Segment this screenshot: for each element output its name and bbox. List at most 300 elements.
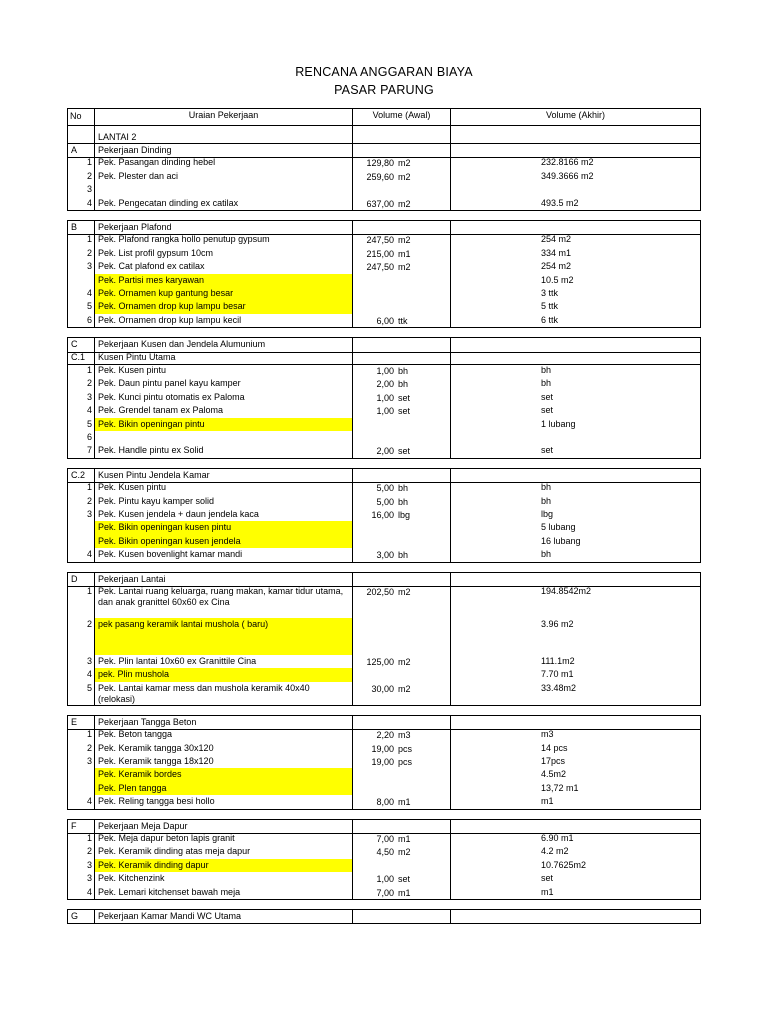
section-title: Pekerjaan Tangga Beton <box>98 716 197 727</box>
volume-akhir-cell <box>450 274 701 287</box>
uraian-cell <box>94 755 352 768</box>
volume-akhir-value: 10.7625m2 <box>541 859 587 870</box>
table-row <box>67 404 701 417</box>
work-item-name: Pek. Cat plafond ex catilax <box>98 261 205 272</box>
volume-akhir-cell <box>450 872 701 885</box>
no-cell <box>67 156 94 169</box>
no-cell <box>67 418 94 431</box>
work-item-name: Pek. Keramik dinding dapur <box>98 859 209 870</box>
section-title: Pekerjaan Kusen dan Jendela Alumunium <box>98 339 266 350</box>
volume-awal-value: 19,00 <box>371 757 394 767</box>
volume-akhir-value: 349.3666 m2 <box>541 170 594 181</box>
volume-akhir-cell <box>450 183 701 196</box>
row-number: 2 <box>86 247 92 258</box>
no-cell <box>67 287 94 300</box>
no-cell <box>67 197 94 210</box>
row-number: 4 <box>86 549 92 560</box>
no-cell <box>67 131 94 143</box>
table-row <box>67 655 701 668</box>
volume-akhir-cell <box>450 655 701 668</box>
table-row <box>67 300 701 313</box>
table-row <box>67 535 701 548</box>
volume-awal-cell <box>352 716 450 729</box>
volume-awal-cell <box>352 535 450 548</box>
table-row <box>67 233 701 246</box>
volume-awal-cell <box>352 820 450 833</box>
floor-label: LANTAI 2 <box>98 132 137 142</box>
row-number: 1 <box>86 482 92 493</box>
section-code: G <box>71 911 79 921</box>
no-cell <box>67 728 94 741</box>
volume-akhir-cell <box>450 351 701 364</box>
uraian-cell <box>94 655 352 668</box>
uraian-cell <box>94 886 352 899</box>
volume-akhir-value: 194.8542m2 <box>541 586 592 596</box>
table-row <box>67 364 701 377</box>
table-row <box>67 728 701 741</box>
uraian-cell <box>94 768 352 781</box>
section-code: B <box>71 222 78 232</box>
no-cell <box>67 655 94 668</box>
table-row <box>67 314 701 328</box>
no-cell <box>67 585 94 618</box>
volume-akhir-cell <box>450 845 701 858</box>
volume-akhir-cell <box>450 481 701 494</box>
volume-akhir-value: 3 ttk <box>541 288 559 298</box>
work-item-name: pek pasang keramik lantai mushola ( baru) <box>98 619 269 629</box>
row-number: 3 <box>86 509 92 519</box>
volume-akhir-cell <box>450 521 701 534</box>
row-number: 5 <box>86 301 92 312</box>
volume-akhir-value: 16 lubang <box>541 535 581 546</box>
volume-awal-unit: pcs <box>398 743 413 754</box>
work-item-name: Pek. Lantai kamar mess dan mushola keramik 40x40 (relokasi) <box>98 682 310 704</box>
volume-akhir-cell <box>450 444 701 457</box>
no-cell <box>67 444 94 457</box>
uraian-cell <box>94 728 352 741</box>
table-row <box>67 618 701 655</box>
table-row <box>67 431 701 444</box>
table-row <box>67 377 701 390</box>
work-item-name: Pek. Kusen pintu <box>98 482 167 493</box>
work-item-name: pek. Plin mushola <box>98 669 170 680</box>
volume-akhir-value: 232.8166 m2 <box>541 157 594 168</box>
volume-awal-cell <box>352 124 450 131</box>
no-cell <box>67 618 94 655</box>
volume-awal-cell <box>352 521 450 534</box>
row-number: 6 <box>86 314 92 325</box>
volume-awal-unit: bh <box>398 483 409 494</box>
volume-awal-value: 2,00 <box>376 446 394 457</box>
uraian-cell <box>94 144 352 157</box>
volume-akhir-value: bh <box>541 495 552 506</box>
uraian-cell <box>94 300 352 313</box>
volume-awal-cell <box>352 886 450 899</box>
volume-akhir-cell <box>450 300 701 313</box>
volume-akhir-value: m3 <box>541 729 554 740</box>
uraian-cell <box>94 535 352 548</box>
volume-awal-value: 16,00 <box>371 510 394 520</box>
section-title: Pekerjaan Lantai <box>98 573 166 584</box>
table-row <box>67 418 701 431</box>
volume-awal-cell <box>352 300 450 313</box>
volume-awal-value: 6,00 <box>376 315 394 326</box>
table-row <box>67 682 701 706</box>
volume-awal-cell <box>352 351 450 364</box>
volume-akhir-cell <box>450 768 701 781</box>
work-item-name: Pek. Plafond rangka hollo penutup gypsum <box>98 234 270 245</box>
volume-awal-unit: bh <box>398 550 409 561</box>
volume-akhir-cell <box>450 144 701 157</box>
no-cell <box>67 795 94 808</box>
no-cell <box>67 782 94 795</box>
volume-awal-cell <box>352 197 450 210</box>
volume-akhir-value: 254 m2 <box>541 261 572 272</box>
volume-awal-value: 1,00 <box>376 406 394 417</box>
header-no: No <box>70 111 82 121</box>
table-row <box>67 795 701 809</box>
work-item-name: Pek. Partisi mes karyawan <box>98 274 205 285</box>
work-item-name: Pek. Kusen pintu <box>98 365 167 375</box>
table-row <box>67 260 701 273</box>
no-cell <box>67 573 94 586</box>
no-cell <box>67 377 94 390</box>
volume-awal-cell <box>352 481 450 494</box>
volume-awal-cell <box>352 728 450 741</box>
row-number: 4 <box>86 796 92 807</box>
section-title: Pekerjaan Dinding <box>98 145 172 155</box>
volume-awal-value: 5,00 <box>376 483 394 494</box>
row-number: 1 <box>86 833 92 843</box>
volume-awal-unit: set <box>398 392 411 403</box>
no-cell <box>67 300 94 313</box>
section-code: C <box>71 339 78 350</box>
volume-awal-cell <box>352 655 450 668</box>
uraian-cell <box>94 183 352 196</box>
table-row <box>67 585 701 618</box>
volume-awal-cell <box>352 247 450 260</box>
no-cell <box>67 716 94 729</box>
volume-awal-unit: m1 <box>398 834 411 844</box>
work-item-name: Pek. Beton tangga <box>98 729 173 740</box>
volume-awal-cell <box>352 338 450 351</box>
table-row <box>67 197 701 211</box>
uraian-cell <box>94 260 352 273</box>
row-number: 2 <box>86 378 92 389</box>
volume-akhir-value: 14 pcs <box>541 742 568 753</box>
no-cell <box>67 768 94 781</box>
volume-awal-cell <box>352 260 450 273</box>
section-code: A <box>71 145 78 155</box>
row-number: 1 <box>86 586 92 596</box>
volume-akhir-value: 5 lubang <box>541 522 576 533</box>
uraian-cell <box>94 521 352 534</box>
table-row <box>67 548 701 562</box>
volume-akhir-cell <box>450 585 701 618</box>
row-number: 5 <box>86 418 92 429</box>
uraian-cell <box>94 431 352 444</box>
volume-akhir-cell <box>450 469 701 482</box>
row-number: 1 <box>86 729 92 740</box>
work-item-name: Pek. Kusen bovenlight kamar mandi <box>98 549 243 560</box>
volume-akhir-value: 111.1m2 <box>541 656 575 666</box>
work-item-name: Pek. Grendel tanam ex Paloma <box>98 405 224 416</box>
row-number: 4 <box>86 886 92 897</box>
uraian-cell <box>94 585 352 618</box>
volume-awal-value: 247,50 <box>366 235 394 246</box>
work-item-name: Pek. Ornamen drop kup lampu kecil <box>98 314 242 325</box>
volume-awal-cell <box>352 859 450 872</box>
no-cell <box>67 742 94 755</box>
table-row <box>67 742 701 755</box>
work-item-name: Pek. Kunci pintu otomatis ex Paloma <box>98 391 245 402</box>
volume-awal-cell <box>352 314 450 327</box>
volume-akhir-cell <box>450 755 701 768</box>
no-cell <box>67 481 94 494</box>
no-cell <box>67 521 94 534</box>
table-row <box>67 768 701 781</box>
row-number: 2 <box>86 846 92 857</box>
no-cell <box>67 221 94 234</box>
volume-awal-cell <box>352 233 450 246</box>
section-code: C.2 <box>71 469 86 480</box>
volume-akhir-value: 4.2 m2 <box>541 846 569 857</box>
volume-akhir-value: 13,72 m1 <box>541 782 579 793</box>
volume-awal-cell <box>352 618 450 655</box>
volume-awal-value: 247,50 <box>366 262 394 273</box>
no-cell <box>67 183 94 196</box>
volume-awal-cell <box>352 170 450 183</box>
row-number: 1 <box>86 234 92 245</box>
volume-akhir-value: 17pcs <box>541 756 566 766</box>
uraian-cell <box>94 795 352 808</box>
volume-awal-cell <box>352 109 450 125</box>
row-number: 4 <box>86 669 92 680</box>
volume-akhir-cell <box>450 109 701 125</box>
row-number: 2 <box>86 742 92 753</box>
no-cell <box>67 351 94 364</box>
row-number: 2 <box>86 170 92 181</box>
uraian-cell <box>94 548 352 561</box>
work-item-name: Pek. Keramik dinding atas meja dapur <box>98 846 251 857</box>
uraian-cell <box>94 391 352 404</box>
volume-awal-value: 215,00 <box>366 248 394 259</box>
volume-awal-cell <box>352 364 450 377</box>
work-item-name: Pek. Plin lantai 10x60 ex Granittile Cina <box>98 656 257 666</box>
uraian-cell <box>94 221 352 234</box>
section-code: D <box>71 573 78 584</box>
uraian-cell <box>94 618 352 655</box>
row-number: 4 <box>86 197 92 208</box>
work-item-name: Pek. Kusen jendela + daun jendela kaca <box>98 509 259 519</box>
table-row <box>67 508 701 521</box>
no-cell <box>67 755 94 768</box>
table-row <box>67 859 701 872</box>
volume-awal-cell <box>352 782 450 795</box>
volume-akhir-cell <box>450 910 701 923</box>
row-number: 3 <box>86 391 92 402</box>
volume-awal-value: 30,00 <box>371 683 394 694</box>
volume-awal-value: 1,00 <box>376 874 394 885</box>
no-cell <box>67 260 94 273</box>
work-item-name: Pek. Handle pintu ex Solid <box>98 445 204 456</box>
uraian-cell <box>94 377 352 390</box>
volume-awal-value: 125,00 <box>366 657 394 667</box>
volume-akhir-cell <box>450 314 701 327</box>
volume-akhir-cell <box>450 728 701 741</box>
no-cell <box>67 338 94 351</box>
volume-awal-cell <box>352 742 450 755</box>
no-cell <box>67 469 94 482</box>
volume-akhir-value: 493.5 m2 <box>541 197 579 208</box>
no-cell <box>67 364 94 377</box>
volume-akhir-value: set <box>541 391 554 402</box>
table-row <box>67 886 701 900</box>
row-number: 5 <box>86 682 92 693</box>
uraian-cell <box>94 247 352 260</box>
row-number: 2 <box>86 619 92 629</box>
volume-akhir-cell <box>450 508 701 521</box>
row-number: 3 <box>86 873 92 884</box>
no-cell <box>67 668 94 681</box>
volume-akhir-cell <box>450 233 701 246</box>
volume-akhir-cell <box>450 418 701 431</box>
volume-awal-value: 7,00 <box>376 887 394 898</box>
work-item-name: Pek. Pintu kayu kamper solid <box>98 495 215 506</box>
volume-akhir-value: 4.5m2 <box>541 769 567 780</box>
volume-awal-unit: set <box>398 874 411 885</box>
uraian-cell <box>94 364 352 377</box>
work-item-name: Pek. Plester dan aci <box>98 170 179 181</box>
uraian-cell <box>94 820 352 833</box>
volume-awal-cell <box>352 144 450 157</box>
volume-awal-cell <box>352 910 450 923</box>
work-item-name: Pek. Bikin openingan kusen pintu <box>98 522 232 533</box>
volume-awal-unit: m2 <box>398 587 411 597</box>
no-cell <box>67 431 94 444</box>
no-cell <box>67 391 94 404</box>
table-row <box>67 183 701 196</box>
volume-awal-cell <box>352 391 450 404</box>
no-cell <box>67 910 94 923</box>
table-row <box>67 247 701 260</box>
volume-awal-unit: bh <box>398 496 409 507</box>
table-row <box>67 755 701 768</box>
work-item-name: Pek. Plen tangga <box>98 782 167 793</box>
uraian-cell <box>94 668 352 681</box>
table-row <box>67 287 701 300</box>
table-row <box>67 481 701 494</box>
volume-akhir-cell <box>450 431 701 444</box>
volume-akhir-cell <box>450 247 701 260</box>
uraian-cell <box>94 156 352 169</box>
uraian-cell <box>94 338 352 351</box>
uraian-cell <box>94 742 352 755</box>
volume-akhir-cell <box>450 404 701 417</box>
no-cell <box>67 548 94 561</box>
table-row <box>67 872 701 885</box>
volume-akhir-cell <box>450 548 701 561</box>
table-row <box>67 156 701 169</box>
work-item-name: Pek. Kitchenzink <box>98 873 165 884</box>
uraian-cell <box>94 469 352 482</box>
section-title: Kusen Pintu Utama <box>98 351 176 362</box>
header-volume-awal: Volume (Awal) <box>372 110 431 120</box>
volume-akhir-cell <box>450 886 701 899</box>
volume-awal-cell <box>352 795 450 808</box>
volume-awal-unit: bh <box>398 366 409 376</box>
volume-akhir-cell <box>450 377 701 390</box>
no-cell <box>67 170 94 183</box>
table-row <box>67 845 701 858</box>
volume-akhir-cell <box>450 221 701 234</box>
volume-awal-cell <box>352 508 450 521</box>
volume-akhir-value: 254 m2 <box>541 234 572 245</box>
volume-awal-value: 1,00 <box>376 366 394 376</box>
volume-akhir-cell <box>450 287 701 300</box>
volume-awal-cell <box>352 418 450 431</box>
table-row <box>67 782 701 795</box>
row-number: 3 <box>86 261 92 272</box>
work-item-name: Pek. Ornamen kup gantung besar <box>98 288 234 298</box>
volume-awal-value: 202,50 <box>366 587 394 597</box>
work-item-name: Pek. Lemari kitchenset bawah meja <box>98 886 241 897</box>
volume-awal-value: 637,00 <box>366 198 394 209</box>
row-number: 2 <box>86 495 92 506</box>
volume-awal-cell <box>352 431 450 444</box>
no-cell <box>67 314 94 327</box>
table-row <box>67 351 701 365</box>
volume-akhir-cell <box>450 668 701 681</box>
volume-awal-unit: m2 <box>398 171 411 182</box>
no-cell <box>67 832 94 845</box>
volume-awal-unit: m1 <box>398 887 411 898</box>
uraian-cell <box>94 573 352 586</box>
document-title: RENCANA ANGGARAN BIAYA <box>295 65 473 79</box>
section-title: Pekerjaan Plafond <box>98 222 172 232</box>
volume-akhir-cell <box>450 795 701 808</box>
volume-awal-unit: m1 <box>398 248 411 259</box>
work-item-name: Pek. Keramik tangga 30x120 <box>98 742 214 753</box>
volume-akhir-cell <box>450 495 701 508</box>
work-item-name: Pek. Ornamen drop kup lampu besar <box>98 301 246 312</box>
no-cell <box>67 820 94 833</box>
row-number: 3 <box>86 756 92 766</box>
table-row <box>67 444 701 458</box>
volume-akhir-value: 6 ttk <box>541 314 559 325</box>
work-item-name: Pek. Pengecatan dinding ex catilax <box>98 197 239 208</box>
volume-awal-value: 1,00 <box>376 392 394 403</box>
volume-akhir-cell <box>450 716 701 729</box>
volume-akhir-value: lbg <box>541 509 554 519</box>
volume-awal-cell <box>352 872 450 885</box>
volume-akhir-value: 7.70 m1 <box>541 669 574 680</box>
volume-akhir-cell <box>450 859 701 872</box>
volume-akhir-value: bh <box>541 378 552 389</box>
volume-akhir-value: 6.90 m1 <box>541 833 574 843</box>
volume-awal-cell <box>352 548 450 561</box>
uraian-cell <box>94 233 352 246</box>
uraian-cell <box>94 197 352 210</box>
volume-akhir-cell <box>450 260 701 273</box>
uraian-cell <box>94 682 352 705</box>
volume-awal-value: 4,50 <box>376 847 394 858</box>
volume-awal-cell <box>352 404 450 417</box>
volume-awal-unit: m2 <box>398 235 411 246</box>
volume-awal-unit: bh <box>398 379 409 390</box>
no-cell <box>67 274 94 287</box>
row-number: 4 <box>86 405 92 416</box>
